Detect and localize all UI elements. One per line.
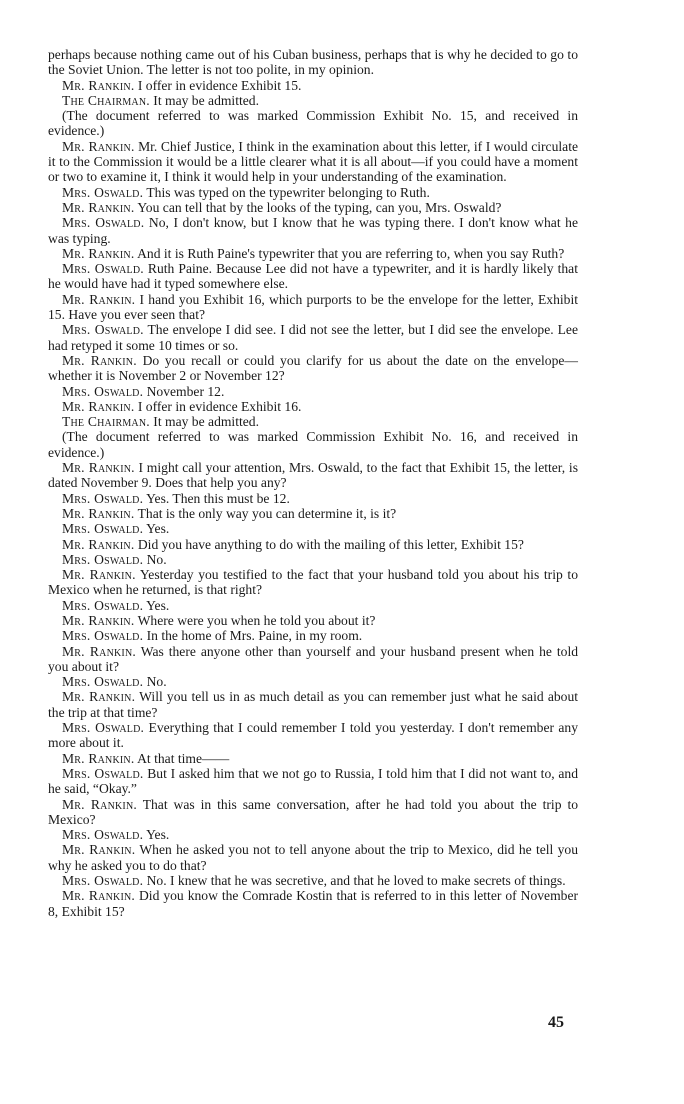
paragraph-8 xyxy=(48,246,578,261)
paragraph-23 xyxy=(48,567,578,598)
paragraph-33 xyxy=(48,797,578,828)
speaker-name: Mr. Rankin. xyxy=(62,643,136,659)
speaker-name: Mrs. Oswald. xyxy=(62,628,144,644)
paragraph-text: Where were you when he told you about it? xyxy=(137,612,376,628)
paragraph-37 xyxy=(48,888,578,919)
speaker-name: The Chairman. xyxy=(62,414,150,430)
paragraph-11 xyxy=(48,322,578,353)
paragraph-text: No, I don't know, but I know that he was typing there. I don't know what he was typing. xyxy=(48,215,578,246)
paragraph-18 xyxy=(48,491,578,506)
paragraph-31 xyxy=(48,751,578,766)
paragraph-text: No. I knew that he was secretive, and that he loved to make secrets of things. xyxy=(146,873,566,889)
paragraph-text: That is the only way you can determine it, is it? xyxy=(137,505,397,521)
paragraph-12 xyxy=(48,353,578,384)
paragraph-text: Will you tell us in as much detail as you can remember just what he said about the trip at that time? xyxy=(48,689,579,720)
paragraph-9 xyxy=(48,261,578,292)
paragraph-text: The envelope I did see. I did not see the letter, but I did see the envelope. Lee had retyped it some 10 times or so. xyxy=(48,322,579,353)
paragraph-text: November 12. xyxy=(146,383,225,399)
speaker-name: Mr. Rankin. xyxy=(62,505,135,521)
paragraph-text: I hand you Exhibit 16, which purports to be the envelope for the letter, Exhibit 15. Have you ever seen that? xyxy=(48,291,578,323)
paragraph-text: At that time—— xyxy=(137,750,230,766)
paragraph-4 xyxy=(48,139,578,185)
speaker-name: Mr. Rankin. xyxy=(62,398,135,414)
paragraph-text: Yes. xyxy=(146,827,170,843)
speaker-name: Mr. Rankin. xyxy=(62,796,137,812)
paragraph-19 xyxy=(48,506,578,521)
paragraph-text: Mr. Chief Justice, I think in the examination about this letter, if I would circulate it to the Commission it would be a little clearer what it is all about—if you could have a moment or two to examine it, I think it would help in your understanding of the examination. xyxy=(48,138,579,185)
speaker-name: Mrs. Oswald. xyxy=(62,521,144,537)
paragraph-text: When he asked you not to tell anyone about the trip to Mexico, did he tell you why he asked you to do that? xyxy=(48,842,578,873)
paragraph-text: Yes. xyxy=(146,521,170,537)
speaker-name: Mrs. Oswald. xyxy=(62,383,144,399)
speaker-name: Mrs. Oswald. xyxy=(62,720,145,736)
speaker-name: Mrs. Oswald. xyxy=(62,551,144,567)
speaker-name: Mr. Rankin. xyxy=(62,888,136,904)
paragraph-text: In the home of Mrs. Paine, in my room. xyxy=(146,628,363,644)
speaker-name: Mrs. Oswald. xyxy=(62,215,145,231)
paragraph-13 xyxy=(48,384,578,399)
paragraph-text: That was in this same conversation, after he had told you about the trip to Mexico? xyxy=(48,796,579,827)
paragraph-text: Was there anyone other than yourself and your husband present when he told you about it? xyxy=(48,643,579,674)
speaker-name: Mr. Rankin. xyxy=(62,245,135,261)
speaker-name: Mrs. Oswald. xyxy=(62,261,144,277)
paragraph-text: I offer in evidence Exhibit 15. xyxy=(137,77,302,93)
paragraph-21 xyxy=(48,537,578,552)
paragraph-25 xyxy=(48,613,578,628)
paragraph-3 xyxy=(48,108,578,139)
paragraph-26 xyxy=(48,628,578,643)
paragraph-text: It may be admitted. xyxy=(153,92,259,108)
paragraph-text: (The document referred to was marked Commission Exhibit No. 16, and received in evidence.) xyxy=(48,429,578,460)
paragraph-text: But I asked him that we not go to Russia, I told him that I did not want to, and he said, “Okay.” xyxy=(48,765,578,797)
speaker-name: Mr. Rankin. xyxy=(62,567,136,583)
speaker-name: Mr. Rankin. xyxy=(62,689,136,705)
paragraph-text: (The document referred to was marked Commission Exhibit No. 15, and received in evidence.) xyxy=(48,108,578,139)
paragraph-35 xyxy=(48,842,578,873)
speaker-name: Mrs. Oswald. xyxy=(62,765,144,781)
paragraph-32 xyxy=(48,766,578,797)
paragraph-text: perhaps because nothing came out of his Cuban business, perhaps that is why he decided to go to the Soviet Union. The letter is not too polite, in my opinion. xyxy=(48,47,578,78)
paragraph-text: Did you have anything to do with the mailing of this letter, Exhibit 15? xyxy=(137,536,524,552)
paragraph-5 xyxy=(48,185,578,200)
speaker-name: Mrs. Oswald. xyxy=(62,674,144,690)
paragraph-36 xyxy=(48,873,578,888)
paragraph-7 xyxy=(48,215,578,246)
paragraph-text: You can tell that by the looks of the typing, can you, Mrs. Oswald? xyxy=(137,199,502,215)
paragraph-text: Yesterday you testified to the fact that your husband told you about his trip to Mexico when he returned, is that right? xyxy=(48,567,578,598)
paragraph-text: This was typed on the typewriter belonging to Ruth. xyxy=(146,184,430,200)
speaker-name: The Chairman. xyxy=(62,92,150,108)
speaker-name: Mrs. Oswald. xyxy=(62,597,144,613)
speaker-name: Mrs. Oswald. xyxy=(62,322,144,338)
speaker-name: Mr. Rankin. xyxy=(62,199,135,215)
paragraph-text: I offer in evidence Exhibit 16. xyxy=(137,398,302,414)
paragraph-24 xyxy=(48,598,578,613)
paragraph-16 xyxy=(48,429,578,460)
paragraph-14 xyxy=(48,399,578,414)
paragraph-34 xyxy=(48,827,578,842)
paragraph-text: Yes. xyxy=(146,597,170,613)
speaker-name: Mrs. Oswald. xyxy=(62,490,144,506)
paragraph-29 xyxy=(48,689,578,720)
paragraph-22 xyxy=(48,552,578,567)
paragraph-10 xyxy=(48,292,578,323)
page-number: 45 xyxy=(548,1014,564,1031)
speaker-name: Mr. Rankin. xyxy=(62,291,136,307)
paragraph-6 xyxy=(48,200,578,215)
paragraph-text: It may be admitted. xyxy=(153,414,259,430)
speaker-name: Mr. Rankin. xyxy=(62,536,135,552)
paragraph-text: Ruth Paine. Because Lee did not have a typewriter, and it is hardly likely that he would have had it typed somewhere else. xyxy=(48,261,578,292)
paragraph-15 xyxy=(48,414,578,429)
paragraph-text: And it is Ruth Paine's typewriter that you are referring to, when you say Ruth? xyxy=(137,245,565,261)
speaker-name: Mr. Rankin. xyxy=(62,842,136,858)
paragraph-text: Do you recall or could you clarify for us about the date on the envelope—whether it is November 2 or November 12? xyxy=(48,352,578,384)
speaker-name: Mr. Rankin. xyxy=(62,352,137,368)
paragraph-text: Did you know the Comrade Kostin that is referred to in this letter of November 8, Exhibit 15? xyxy=(48,888,579,919)
paragraph-text: Yes. Then this must be 12. xyxy=(146,490,290,506)
speaker-name: Mr. Rankin. xyxy=(62,750,135,766)
paragraph-text: No. xyxy=(146,551,167,567)
paragraph-text: I might call your attention, Mrs. Oswald, to the fact that Exhibit 15, the letter, is dated November 9. Does that help you any? xyxy=(48,460,578,491)
speaker-name: Mr. Rankin. xyxy=(62,612,135,628)
paragraph-30 xyxy=(48,720,578,751)
paragraph-20 xyxy=(48,521,578,536)
paragraph-17 xyxy=(48,460,578,491)
paragraph-text: Everything that I could remember I told you yesterday. I don't remember any more about it. xyxy=(48,720,578,751)
paragraph-1 xyxy=(48,78,578,93)
speaker-name: Mr. Rankin. xyxy=(62,77,135,93)
paragraph-2 xyxy=(48,93,578,108)
speaker-name: Mrs. Oswald. xyxy=(62,184,144,200)
transcript-body xyxy=(48,47,578,919)
speaker-name: Mrs. Oswald. xyxy=(62,827,144,843)
paragraph-27 xyxy=(48,644,578,675)
speaker-name: Mrs. Oswald. xyxy=(62,873,144,889)
paragraph-0 xyxy=(48,47,578,78)
paragraph-text: No. xyxy=(146,674,167,690)
paragraph-28 xyxy=(48,674,578,689)
speaker-name: Mr. Rankin. xyxy=(62,460,135,476)
speaker-name: Mr. Rankin. xyxy=(62,138,135,154)
